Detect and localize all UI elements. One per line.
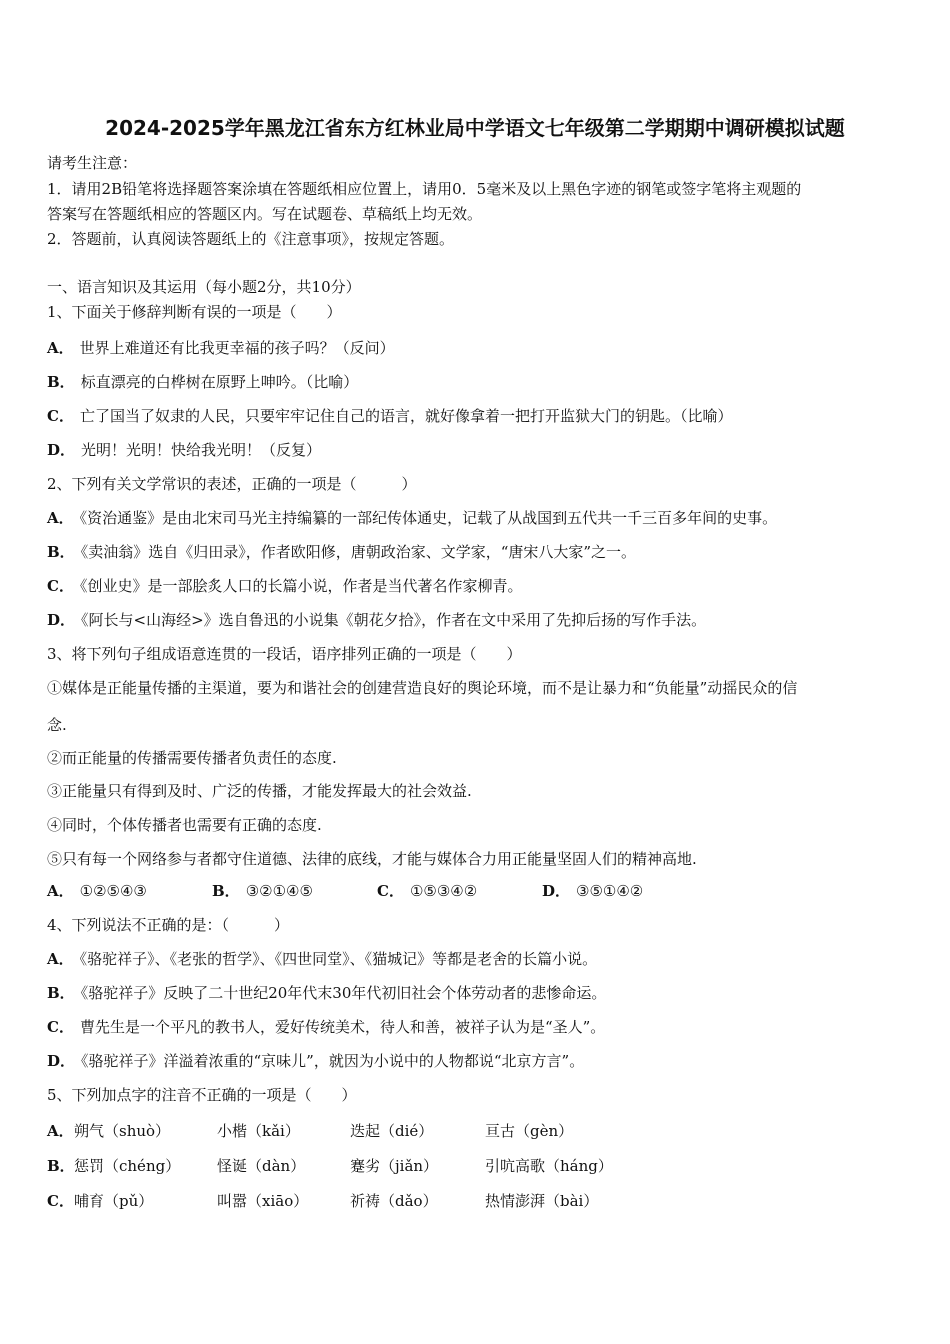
option-text: 《阿长与<山海经>》选自鲁迅的小说集《朝花夕拾》，作者在文中采用了先抑后扬的写作手法。 — [81, 611, 707, 629]
notice-item: 1．请用2B铅笔将选择题答案涂填在答题纸相应位置上，请用0．5毫米及以上黑色字迹的钢笔或签字笔将主观题的 — [47, 180, 802, 198]
sentence: ④同时，个体传播者也需要有正确的态度. — [47, 816, 322, 834]
option-a — [47, 337, 395, 358]
pinyin-item: 惩罚（chéng） — [74, 1157, 181, 1175]
option-label: B． — [47, 984, 75, 1002]
option-text: 《创业史》是一部脍炙人口的长篇小说，作者是当代著名作家柳青。 — [79, 577, 523, 595]
option-text: 标直漂亮的白桦树在原野上呻吟。（比喻） — [80, 373, 359, 391]
option-d — [47, 439, 321, 460]
sentence: 念. — [47, 716, 67, 734]
option-label: B． — [47, 373, 75, 391]
question-stem: 2、下列有关文学常识的表述，正确的一项是（ ） — [47, 475, 417, 493]
option-b — [47, 371, 358, 392]
question-stem: 1、下面关于修辞判断有误的一项是（ ） — [47, 303, 342, 321]
option-c — [47, 405, 732, 426]
option-a — [47, 948, 597, 969]
option-d — [542, 880, 643, 901]
option-c — [47, 575, 522, 596]
option-text: ③⑤①④② — [576, 882, 644, 900]
option-text: 《骆驼祥子》反映了二十世纪20年代末30年代初旧社会个体劳动者的悲惨命运。 — [80, 984, 607, 1002]
question-stem: 5、下列加点字的注音不正确的一项是（ ） — [47, 1086, 357, 1104]
section-heading: 一、语言知识及其运用（每小题2分，共10分） — [47, 278, 361, 296]
pinyin-item: 亘古（gèn） — [485, 1122, 574, 1140]
option-label: C． — [47, 577, 74, 595]
pinyin-item: 朔气（shuò） — [74, 1122, 171, 1140]
option-label: D． — [47, 611, 76, 629]
option-b — [212, 880, 313, 901]
option-label: B． — [47, 1157, 75, 1175]
option-text: 光明！光明！快给我光明！（反复） — [81, 441, 322, 459]
pinyin-item: 热情澎湃（bài） — [485, 1192, 599, 1210]
page-title: 2024-2025学年黑龙江省东方红林业局中学语文七年级第二学期期中调研模拟试题 — [105, 116, 845, 140]
option-label: D． — [47, 1052, 76, 1070]
sentence: ①媒体是正能量传播的主渠道，要为和谐社会的创建营造良好的舆论环境，而不是让暴力和“负能量”动摇民众的信 — [47, 679, 798, 697]
option-label: C． — [47, 407, 74, 425]
question-stem: 4、下列说法不正确的是：（ ） — [47, 916, 290, 934]
option-label: D． — [542, 882, 571, 900]
option-label: B． — [212, 882, 240, 900]
option-a — [47, 1120, 907, 1140]
option-b — [47, 1155, 907, 1175]
pinyin-item: 引吭高歌（háng） — [485, 1157, 613, 1175]
pinyin-item: 迭起（dié） — [350, 1122, 434, 1140]
option-text: 世界上难道还有比我更幸福的孩子吗？（反问） — [79, 339, 395, 357]
pinyin-item: 哺育（pǔ） — [74, 1192, 154, 1210]
option-d — [47, 1050, 584, 1071]
question-stem: 3、将下列句子组成语意连贯的一段话，语序排列正确的一项是（ ） — [47, 645, 522, 663]
sentence: ⑤只有每一个网络参与者都守住道德、法律的底线，才能与媒体合力用正能量坚固人们的精神高地. — [47, 850, 697, 868]
option-label: C． — [377, 882, 404, 900]
option-d — [47, 609, 706, 630]
option-label: A． — [47, 882, 74, 900]
option-text: ③②①④⑤ — [245, 882, 313, 900]
option-label: A． — [47, 1122, 74, 1140]
option-text: 《资治通鉴》是由北宋司马光主持编纂的一部纪传体通史，记载了从战国到五代共一千三百多年间的史事。 — [79, 509, 778, 527]
option-label: C． — [47, 1192, 74, 1210]
option-text: 《骆驼祥子》、《老张的哲学》、《四世同堂》、《猫城记》等都是老舍的长篇小说。 — [79, 950, 598, 968]
option-a — [47, 880, 147, 901]
option-label: A． — [47, 509, 74, 527]
pinyin-item: 蹇劣（jiǎn） — [350, 1157, 439, 1175]
notice-heading: 请考生注意： — [47, 154, 138, 172]
pinyin-item: 祈祷（dǎo） — [350, 1192, 438, 1210]
pinyin-item: 怪诞（dàn） — [217, 1157, 306, 1175]
option-text: 亡了国当了奴隶的人民，只要牢牢记住自己的语言，就好像拿着一把打开监狱大门的钥匙。（比喻） — [79, 407, 733, 425]
option-b — [47, 982, 606, 1003]
option-label: D． — [47, 441, 76, 459]
sentence: ③正能量只有得到及时、广泛的传播，才能发挥最大的社会效益. — [47, 782, 472, 800]
option-c — [47, 1190, 907, 1210]
sentence: ②而正能量的传播需要传播者负责任的态度. — [47, 749, 337, 767]
option-a — [47, 507, 777, 528]
option-label: A． — [47, 950, 74, 968]
option-text: 曹先生是一个平凡的教书人，爱好传统美术，待人和善，被祥子认为是“圣人”。 — [79, 1018, 606, 1036]
pinyin-item: 叫嚣（xiāo） — [217, 1192, 309, 1210]
option-c — [377, 880, 477, 901]
option-text: 《骆驼祥子》洋溢着浓重的“京味儿”，就因为小说中的人物都说“北京方言”。 — [81, 1052, 585, 1070]
option-c — [47, 1016, 605, 1037]
option-label: B． — [47, 543, 75, 561]
notice-item: 答案写在答题纸相应的答题区内。写在试题卷、草稿纸上均无效。 — [47, 205, 483, 223]
pinyin-item: 小楷（kǎi） — [217, 1122, 300, 1140]
option-label: C． — [47, 1018, 74, 1036]
option-text: ①⑤③④② — [409, 882, 478, 900]
option-label: A． — [47, 339, 74, 357]
notice-item: 2．答题前，认真阅读答题纸上的《注意事项》，按规定答题。 — [47, 230, 455, 248]
option-text: 《卖油翁》选自《归田录》，作者欧阳修，唐朝政治家、文学家，“唐宋八大家”之一。 — [80, 543, 637, 561]
option-b — [47, 541, 636, 562]
option-text: ①②⑤④③ — [79, 882, 147, 900]
